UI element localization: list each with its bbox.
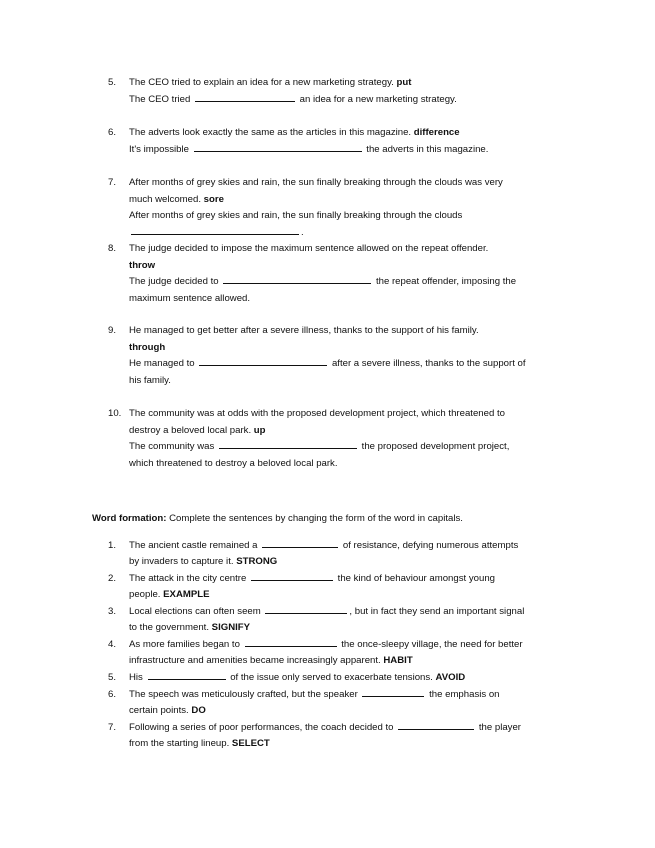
word-formation-item xyxy=(110,670,570,686)
answer-blank[interactable] xyxy=(131,226,299,235)
sentence-text: certain points. xyxy=(129,705,192,717)
item-line xyxy=(129,687,570,703)
item-line xyxy=(129,356,570,373)
item-line xyxy=(129,670,570,686)
sentence-text: the adverts in this magazine. xyxy=(363,143,489,155)
sentence-text: He managed to get better after a severe illness, thanks to the support of his family. xyxy=(129,325,479,336)
transformation-item xyxy=(110,125,570,158)
answer-blank[interactable] xyxy=(262,539,338,548)
item-line xyxy=(129,373,570,390)
answer-blank[interactable] xyxy=(251,572,333,581)
sentence-text: which threatened to destroy a beloved local park. xyxy=(129,457,338,469)
answer-blank[interactable] xyxy=(195,93,295,102)
item-line xyxy=(129,92,570,109)
word-formation-title: Word formation: xyxy=(92,513,167,524)
word-formation-item xyxy=(110,637,570,670)
item-line xyxy=(129,225,570,242)
item-line xyxy=(129,571,570,587)
key-word: STRONG xyxy=(236,556,278,568)
word-formation-instruction: Complete the sentences by changing the form of the word in capitals. xyxy=(166,513,463,524)
sentence-text: the kind of behaviour amongst young xyxy=(334,573,495,584)
item-line xyxy=(129,291,570,308)
key-word: throw xyxy=(129,259,156,271)
transformation-item xyxy=(110,406,570,472)
sentence-text: infrastructure and amenities became increasingly apparent. xyxy=(129,655,384,667)
item-number: 4. xyxy=(108,639,117,650)
word-formation-item xyxy=(110,538,570,571)
sentence-text: The speech was meticulously crafted, but the speaker xyxy=(129,689,361,700)
sentence-text: destroy a beloved local park. xyxy=(129,424,254,436)
item-line xyxy=(129,258,570,275)
item-line xyxy=(129,323,570,340)
answer-blank[interactable] xyxy=(199,357,327,366)
transformation-item xyxy=(110,175,570,241)
answer-blank[interactable] xyxy=(362,688,424,697)
sentence-text: The community was xyxy=(129,441,217,453)
item-line xyxy=(129,75,570,92)
sentence-text: to the government. xyxy=(129,622,212,634)
item-line xyxy=(129,439,570,456)
item-line xyxy=(129,604,570,620)
sentence-text: the once-sleepy village, the need for better xyxy=(338,639,523,650)
sentence-text: The CEO tried xyxy=(129,93,193,105)
item-line xyxy=(129,637,570,653)
sentence-text: of the issue only served to exacerbate tensions. xyxy=(227,672,436,683)
transformation-item xyxy=(110,241,570,307)
sentence-text: by invaders to capture it. xyxy=(129,556,237,568)
sentence-text: The community was at odds with the proposed development project, which threatened to xyxy=(129,408,505,419)
answer-blank[interactable] xyxy=(245,638,337,647)
sentence-text: The judge decided to impose the maximum sentence allowed on the repeat offender. xyxy=(129,243,489,254)
item-number: 10. xyxy=(108,408,122,419)
item-line xyxy=(129,175,570,192)
answer-blank[interactable] xyxy=(223,275,371,284)
sentence-text: The attack in the city centre xyxy=(129,573,249,584)
sentence-text: the repeat offender, imposing the xyxy=(373,276,517,288)
key-word: AVOID xyxy=(435,672,466,683)
item-line xyxy=(129,241,570,258)
word-formation-item xyxy=(110,687,570,720)
answer-blank[interactable] xyxy=(219,440,357,449)
item-line xyxy=(129,406,570,423)
sentence-text: the player xyxy=(476,722,521,733)
sentence-text: an idea for a new marketing strategy. xyxy=(296,93,457,105)
sentence-text: his family. xyxy=(129,374,171,386)
item-line xyxy=(129,125,570,142)
sentence-text: The CEO tried to explain an idea for a new marketing strategy. xyxy=(129,77,397,88)
item-line xyxy=(129,340,570,357)
answer-blank[interactable] xyxy=(148,671,226,680)
item-line xyxy=(129,538,570,554)
sentence-text: The judge decided to xyxy=(129,276,222,288)
key-word: put xyxy=(396,77,412,88)
sentence-text: The ancient castle remained a xyxy=(129,540,261,551)
item-line xyxy=(129,587,570,603)
item-number: 5. xyxy=(108,77,117,88)
item-line xyxy=(129,192,570,209)
item-line xyxy=(129,208,570,225)
transformation-item xyxy=(110,75,570,108)
sentence-text: He managed to xyxy=(129,358,198,370)
item-line xyxy=(129,274,570,291)
key-word: up xyxy=(253,424,266,436)
key-word: SELECT xyxy=(231,738,270,750)
item-number: 6. xyxy=(108,127,117,138)
sentence-text: the proposed development project, xyxy=(358,441,510,453)
item-line xyxy=(129,423,570,440)
sentence-text: people. xyxy=(129,589,164,601)
answer-blank[interactable] xyxy=(265,605,347,614)
sentence-text: of resistance, defying numerous attempts xyxy=(340,540,519,551)
sentence-text: After months of grey skies and rain, the sun finally breaking through the clouds was very xyxy=(129,177,503,188)
sentence-text: His xyxy=(129,672,146,683)
sentence-text: the emphasis on xyxy=(426,689,500,700)
key-word: difference xyxy=(413,127,460,138)
sentence-text: It's impossible xyxy=(129,143,192,155)
key-word: DO xyxy=(191,705,206,717)
item-line xyxy=(129,456,570,473)
item-number: 2. xyxy=(108,573,117,584)
key-word: sore xyxy=(203,193,224,205)
item-line xyxy=(129,620,570,636)
sentence-text: As more families began to xyxy=(129,639,243,650)
word-formation-heading xyxy=(92,512,463,526)
item-number: 5. xyxy=(108,672,117,683)
item-number: 6. xyxy=(108,689,117,700)
item-line xyxy=(129,653,570,669)
answer-blank[interactable] xyxy=(398,721,474,730)
item-number: 8. xyxy=(108,243,117,254)
item-line xyxy=(129,554,570,570)
item-number: 9. xyxy=(108,325,117,336)
item-line xyxy=(129,736,570,752)
sentence-text: after a severe illness, thanks to the support of xyxy=(329,358,526,370)
item-line xyxy=(129,703,570,719)
item-number: 7. xyxy=(108,722,117,733)
sentence-text: The adverts look exactly the same as the articles in this magazine. xyxy=(129,127,414,138)
word-formation-item xyxy=(110,604,570,637)
word-formation-item xyxy=(110,720,570,753)
sentence-text: Local elections can often seem xyxy=(129,606,264,617)
sentence-text: maximum sentence allowed. xyxy=(129,292,251,304)
key-word: SIGNIFY xyxy=(211,622,251,634)
key-word: EXAMPLE xyxy=(163,589,210,601)
sentence-text: , but in fact they send an important signal xyxy=(349,606,525,617)
item-line xyxy=(129,720,570,736)
sentence-text: much welcomed. xyxy=(129,193,204,205)
key-word: through xyxy=(129,341,166,353)
sentence-text: . xyxy=(301,226,304,238)
sentence-text: After months of grey skies and rain, the sun finally breaking through the clouds xyxy=(129,210,463,222)
key-word: HABIT xyxy=(383,655,413,667)
transformation-item xyxy=(110,323,570,389)
item-number: 1. xyxy=(108,540,117,551)
item-line xyxy=(129,142,570,159)
answer-blank[interactable] xyxy=(194,143,362,152)
sentence-text: from the starting lineup. xyxy=(129,738,232,750)
word-formation-item xyxy=(110,571,570,604)
item-number: 3. xyxy=(108,606,117,617)
item-number: 7. xyxy=(108,177,117,188)
sentence-text: Following a series of poor performances, the coach decided to xyxy=(129,722,397,733)
